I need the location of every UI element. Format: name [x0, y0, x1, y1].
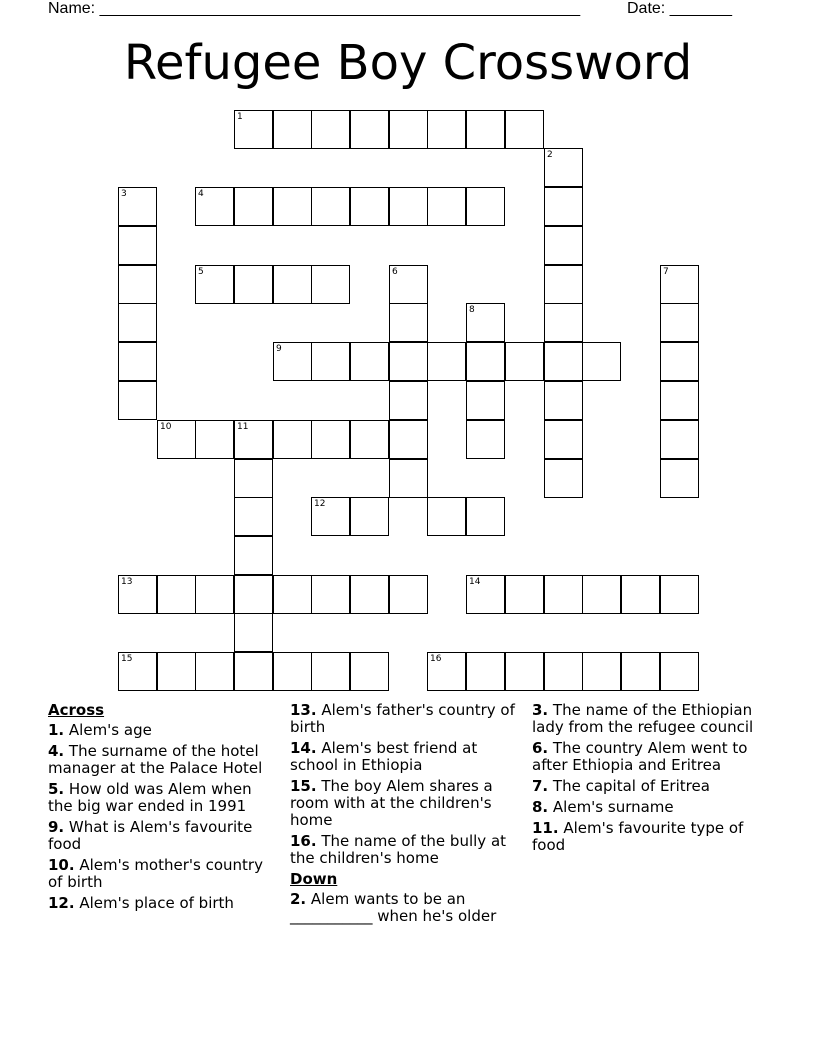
crossword-cell[interactable]: [582, 652, 621, 691]
clue-number: 3.: [532, 701, 549, 719]
clue-number: 1.: [48, 721, 65, 739]
crossword-cell[interactable]: [234, 652, 273, 691]
cell-number: 10: [160, 422, 172, 432]
crossword-cell[interactable]: [544, 226, 583, 265]
crossword-cell[interactable]: [660, 459, 699, 498]
clue-across-13: [290, 702, 524, 736]
clue-across-5: [48, 781, 280, 815]
crossword-cell[interactable]: [350, 652, 389, 691]
crossword-cell[interactable]: [311, 110, 350, 149]
crossword-cell[interactable]: [157, 575, 196, 614]
clue-text: Alem's age: [64, 721, 152, 739]
crossword-cell[interactable]: [505, 342, 544, 381]
clue-number: 8.: [532, 798, 549, 816]
clue-number: 12.: [48, 894, 75, 912]
crossword-cell[interactable]: [621, 575, 660, 614]
clue-down-7: [532, 778, 772, 795]
crossword-cell[interactable]: [311, 497, 350, 536]
crossword-cell[interactable]: [660, 652, 699, 691]
crossword-cell[interactable]: [311, 652, 350, 691]
crossword-cell[interactable]: [389, 110, 428, 149]
crossword-cell[interactable]: [311, 420, 350, 459]
crossword-cell[interactable]: [389, 381, 428, 420]
cell-number: 12: [314, 499, 326, 509]
clue-text: How old was Alem when the big war ended in 1991: [48, 780, 252, 815]
crossword-cell[interactable]: [273, 110, 312, 149]
crossword-cell[interactable]: [389, 265, 428, 304]
crossword-cell[interactable]: [273, 342, 312, 381]
cell-number: 14: [469, 577, 481, 587]
crossword-cell[interactable]: [544, 342, 583, 381]
cell-number: 9: [276, 344, 282, 354]
crossword-cell[interactable]: [544, 459, 583, 498]
clue-across-10: [48, 857, 280, 891]
crossword-cell[interactable]: [157, 420, 196, 459]
crossword-cell[interactable]: [350, 187, 389, 226]
crossword-cell[interactable]: [118, 226, 157, 265]
clue-down-6: [532, 740, 772, 774]
clue-number: 16.: [290, 832, 317, 850]
clue-column-2: [290, 702, 524, 929]
clue-across-16: [290, 833, 524, 867]
crossword-cell[interactable]: [195, 652, 234, 691]
crossword-cell[interactable]: [389, 303, 428, 342]
crossword-cell[interactable]: [234, 497, 273, 536]
crossword-cell[interactable]: [118, 652, 157, 691]
crossword-cell[interactable]: [660, 420, 699, 459]
crossword-cell[interactable]: [427, 652, 466, 691]
clue-number: 2.: [290, 890, 307, 908]
clue-down-2: [290, 891, 524, 925]
crossword-cell[interactable]: [466, 575, 505, 614]
clue-text: The surname of the hotel manager at the Palace Hotel: [48, 742, 263, 777]
crossword-cell[interactable]: [311, 265, 350, 304]
crossword-cell[interactable]: [118, 342, 157, 381]
crossword-cell[interactable]: [350, 497, 389, 536]
crossword-cell[interactable]: [273, 575, 312, 614]
crossword-cell[interactable]: [234, 613, 273, 652]
down-heading: Down: [290, 870, 338, 888]
clue-text: Alem's best friend at school in Ethiopia: [290, 739, 478, 774]
across-heading: Across: [48, 701, 105, 719]
crossword-cell[interactable]: [544, 420, 583, 459]
crossword-cell[interactable]: [273, 187, 312, 226]
clue-text: The country Alem went to after Ethiopia and Eritrea: [532, 739, 748, 774]
crossword-cell[interactable]: [389, 187, 428, 226]
crossword-cell[interactable]: [118, 265, 157, 304]
crossword-cell[interactable]: [389, 420, 428, 459]
crossword-cell[interactable]: [118, 187, 157, 226]
clue-text: Alem's father's country of birth: [290, 701, 515, 736]
crossword-cell[interactable]: [273, 652, 312, 691]
crossword-cell[interactable]: [234, 265, 273, 304]
crossword-cell[interactable]: [234, 536, 273, 575]
crossword-cell[interactable]: [427, 110, 466, 149]
cell-number: 1: [237, 112, 243, 122]
crossword-cell[interactable]: [118, 381, 157, 420]
clue-across-1: [48, 722, 280, 739]
crossword-cell[interactable]: [311, 575, 350, 614]
clue-column-3: [532, 702, 772, 858]
cell-number: 15: [121, 654, 133, 664]
crossword-cell[interactable]: [195, 187, 234, 226]
crossword-cell[interactable]: [311, 342, 350, 381]
clue-number: 6.: [532, 739, 549, 757]
crossword-cell[interactable]: [466, 497, 505, 536]
clue-number: 10.: [48, 856, 75, 874]
crossword-cell[interactable]: [234, 110, 273, 149]
crossword-cell[interactable]: [660, 265, 699, 304]
crossword-cell[interactable]: [234, 459, 273, 498]
name-field[interactable]: Name: ______________________________________________________: [48, 0, 581, 17]
date-field[interactable]: Date: _______: [627, 0, 732, 17]
crossword-cell[interactable]: [544, 148, 583, 187]
crossword-cell[interactable]: [505, 652, 544, 691]
crossword-cell[interactable]: [660, 303, 699, 342]
clue-text: Alem wants to be an ___________ when he's older: [290, 890, 497, 925]
clue-text: What is Alem's favourite food: [48, 818, 253, 853]
crossword-cell[interactable]: [466, 420, 505, 459]
crossword-cell[interactable]: [660, 575, 699, 614]
crossword-cell[interactable]: [466, 342, 505, 381]
page-title: Refugee Boy Crossword: [123, 35, 693, 91]
clue-text: The name of the Ethiopian lady from the refugee council: [532, 701, 754, 736]
clue-text: The capital of Eritrea: [548, 777, 710, 795]
crossword-cell[interactable]: [466, 381, 505, 420]
clue-column-1: [48, 702, 280, 916]
clue-number: 15.: [290, 777, 317, 795]
crossword-cell[interactable]: [505, 575, 544, 614]
clue-across-12: [48, 895, 280, 912]
cell-number: 4: [198, 189, 204, 199]
clue-text: Alem's mother's country of birth: [48, 856, 263, 891]
clue-number: 7.: [532, 777, 549, 795]
crossword-cell[interactable]: [273, 265, 312, 304]
crossword-cell[interactable]: [544, 381, 583, 420]
cell-number: 13: [121, 577, 133, 587]
clue-number: 5.: [48, 780, 65, 798]
crossword-cell[interactable]: [427, 342, 466, 381]
crossword-cell[interactable]: [195, 420, 234, 459]
crossword-cell[interactable]: [582, 342, 621, 381]
cell-number: 5: [198, 267, 204, 277]
crossword-cell[interactable]: [273, 420, 312, 459]
clue-across-9: [48, 819, 280, 853]
crossword-cell[interactable]: [350, 342, 389, 381]
crossword-cell[interactable]: [118, 575, 157, 614]
clue-text: Alem's favourite type of food: [532, 819, 744, 854]
crossword-cell[interactable]: [195, 575, 234, 614]
crossword-cell[interactable]: [544, 187, 583, 226]
crossword-cell[interactable]: [582, 575, 621, 614]
crossword-cell[interactable]: [466, 110, 505, 149]
crossword-cell[interactable]: [350, 420, 389, 459]
clue-text: The name of the bully at the children's home: [290, 832, 507, 867]
cell-number: 3: [121, 189, 127, 199]
crossword-cell[interactable]: [195, 265, 234, 304]
clue-number: 4.: [48, 742, 65, 760]
clue-across-14: [290, 740, 524, 774]
clue-number: 13.: [290, 701, 317, 719]
crossword-cell[interactable]: [311, 187, 350, 226]
clue-down-3: [532, 702, 772, 736]
clue-across-15: [290, 778, 524, 829]
crossword-cell[interactable]: [544, 265, 583, 304]
clue-number: 14.: [290, 739, 317, 757]
clue-across-4: [48, 743, 280, 777]
crossword-cell[interactable]: [544, 575, 583, 614]
crossword-cell[interactable]: [427, 497, 466, 536]
crossword-cell[interactable]: [350, 110, 389, 149]
crossword-cell[interactable]: [350, 575, 389, 614]
crossword-cell[interactable]: [234, 187, 273, 226]
cell-number: 7: [663, 267, 669, 277]
crossword-cell[interactable]: [621, 652, 660, 691]
cell-number: 2: [547, 150, 553, 160]
cell-number: 8: [469, 305, 475, 315]
clue-down-8: [532, 799, 772, 816]
crossword-cell[interactable]: [660, 342, 699, 381]
crossword-cell[interactable]: [660, 381, 699, 420]
crossword-cell[interactable]: [157, 652, 196, 691]
crossword-cell[interactable]: [427, 187, 466, 226]
crossword-cell[interactable]: [234, 420, 273, 459]
cell-number: 16: [430, 654, 442, 664]
crossword-cell[interactable]: [544, 652, 583, 691]
clue-text: The boy Alem shares a room with at the children's home: [290, 777, 493, 829]
clue-number: 9.: [48, 818, 65, 836]
clue-down-11: [532, 820, 772, 854]
cell-number: 6: [392, 267, 398, 277]
crossword-cell[interactable]: [234, 575, 273, 614]
crossword-cell[interactable]: [466, 652, 505, 691]
crossword-cell[interactable]: [505, 110, 544, 149]
crossword-cell[interactable]: [389, 342, 428, 381]
crossword-cell[interactable]: [389, 459, 428, 498]
crossword-cell[interactable]: [389, 575, 428, 614]
clue-number: 11.: [532, 819, 559, 837]
crossword-cell[interactable]: [466, 303, 505, 342]
crossword-cell[interactable]: [466, 187, 505, 226]
clue-text: Alem's surname: [548, 798, 674, 816]
crossword-cell[interactable]: [118, 303, 157, 342]
crossword-cell[interactable]: [544, 303, 583, 342]
clue-text: Alem's place of birth: [74, 894, 234, 912]
cell-number: 11: [237, 422, 249, 432]
